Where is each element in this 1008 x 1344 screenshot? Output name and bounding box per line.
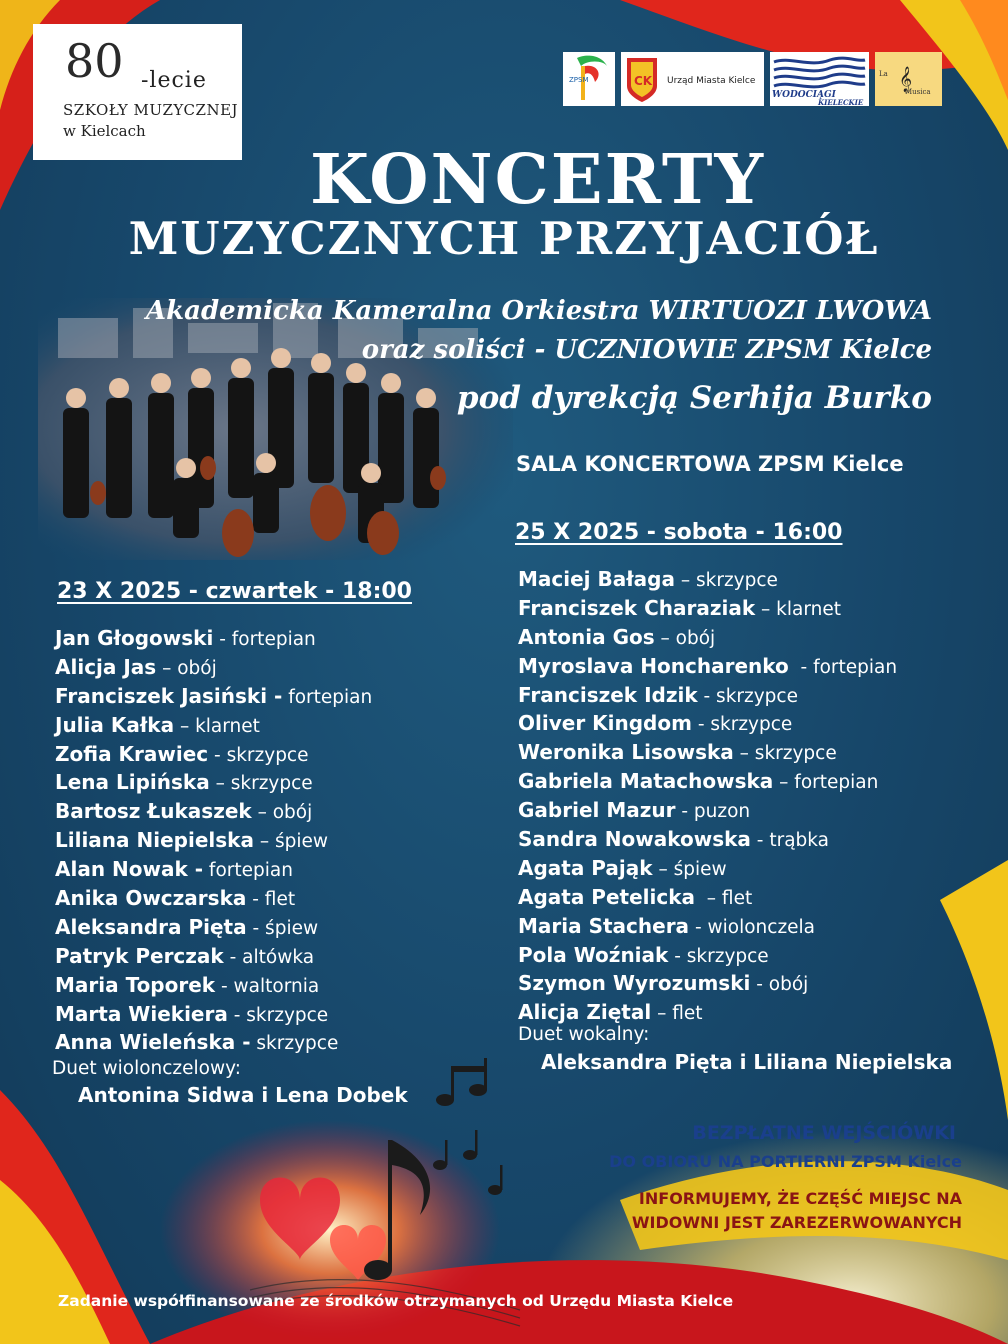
conductor-line: pod dyrekcją Serhija Burko <box>456 380 932 416</box>
performer-instrument: - obój <box>750 974 809 996</box>
performer-item <box>55 1028 372 1057</box>
performer-item <box>518 854 897 883</box>
performer-item <box>55 1000 372 1029</box>
performer-item <box>518 565 897 594</box>
orchestra-line: Akademicka Kameralna Orkiestra WIRTUOZI LWOWA <box>145 296 932 326</box>
performer-item <box>518 738 897 767</box>
performer-instrument: – klarnet <box>174 715 260 737</box>
water-sub: KIELECKIE <box>818 98 864 106</box>
concert2-date: 25 X 2025 - sobota - 16:00 <box>515 520 843 545</box>
poster-subtitle: MUZYCZNYCH PRZYJACIÓŁ <box>128 212 880 265</box>
performer-item <box>518 623 897 652</box>
performer-instrument: - skrzypce <box>208 744 309 766</box>
performer-name: Sandra Nowakowska <box>518 827 751 852</box>
performer-item <box>518 912 897 941</box>
performer-item <box>518 709 897 738</box>
performer-name: Anika Owczarska <box>55 886 247 911</box>
performer-instrument: – skrzypce <box>733 743 837 765</box>
performer-name: Agata Pająk <box>518 855 653 880</box>
performer-item <box>55 711 372 740</box>
performer-name: Franciszek Charaziak <box>518 595 756 620</box>
performer-name: Oliver Kingdom <box>518 711 692 736</box>
performer-item <box>55 942 372 971</box>
performer-item <box>55 740 372 769</box>
performer-item <box>55 971 372 1000</box>
performer-name: Liliana Niepielska <box>55 828 254 853</box>
performer-name: Maria Stachera <box>518 913 690 938</box>
la-musica-logo <box>875 52 942 106</box>
city-label: Urząd Miasta Kielce <box>667 76 756 86</box>
reserved-seats-line2: WIDOWNI JEST ZAREZERWOWANYCH <box>631 1213 962 1232</box>
performer-item <box>518 998 897 1027</box>
logo-city: w Kielcach <box>63 122 146 140</box>
logo-school: SZKOŁY MUZYCZNEJ <box>63 101 239 119</box>
zpsm-text: ZPSM <box>569 76 589 84</box>
performer-item <box>518 969 897 998</box>
performer-instrument: - skrzypce <box>691 714 793 736</box>
logo-number: 80 <box>65 34 124 88</box>
performer-name: Lena Lipińska <box>55 770 210 795</box>
performer-item <box>55 624 372 653</box>
concert1-date: 23 X 2025 - czwartek - 18:00 <box>57 579 412 604</box>
performer-instrument: - skrzypce <box>697 685 798 707</box>
performer-item <box>518 594 897 623</box>
performer-instrument: - waltornia <box>215 975 320 997</box>
performer-instrument: - śpiew <box>246 917 319 939</box>
performer-name: Aleksandra Pięta <box>55 914 247 939</box>
performer-instrument: – flet <box>651 1003 703 1025</box>
performer-instrument: - flet <box>246 889 296 911</box>
performer-instrument: - fortepian <box>213 629 316 650</box>
performer-item <box>55 913 372 942</box>
poster-title: KONCERTY <box>309 140 766 220</box>
performer-name: Anna Wieleńska - <box>55 1030 251 1055</box>
performer-instrument: - fortepian <box>788 656 898 678</box>
performer-item <box>518 941 897 970</box>
performer-item <box>55 884 372 913</box>
free-tickets-heading: BEZPŁATNE WEJŚCIÓWKI <box>692 1122 956 1144</box>
logo-suffix: -lecie <box>141 68 207 93</box>
performer-name: Gabriel Mazur <box>518 798 676 823</box>
performer-name: Franciszek Jasiński - <box>55 683 283 708</box>
performer-item <box>518 825 897 854</box>
concert2-performers <box>518 565 897 1027</box>
performer-instrument: – śpiew <box>253 831 329 853</box>
performer-instrument: – skrzypce <box>209 773 313 795</box>
funding-note: Zadanie współfinansowane ze środków otrzymanych od Urzędu Miasta Kielce <box>58 1292 734 1310</box>
performer-name: Zofia Krawiec <box>55 741 209 766</box>
performer-instrument: - skrzypce <box>227 1004 329 1026</box>
performer-name: Myroslava Honcharenko <box>518 653 789 678</box>
music-text-b: Musica <box>905 88 931 96</box>
performer-instrument: fortepian <box>203 860 293 882</box>
performer-name: Patryk Perczak <box>55 943 224 968</box>
performer-item <box>55 826 372 855</box>
performer-instrument: – obój <box>654 627 716 649</box>
performer-instrument: – klarnet <box>755 598 841 620</box>
performer-item <box>518 883 897 912</box>
performer-instrument: – śpiew <box>652 858 727 880</box>
concert-hall: SALA KONCERTOWA ZPSM Kielce <box>516 452 904 476</box>
concert2-duet-names: Aleksandra Pięta i Liliana Niepielska <box>541 1050 953 1074</box>
performer-name: Antonia Gos <box>518 624 655 649</box>
performer-name: Weronika Lisowska <box>518 740 734 765</box>
concert1-duet-label: Duet wiolonczelowy: <box>52 1058 241 1079</box>
water-company-logo <box>770 52 869 106</box>
city-logo <box>621 52 764 106</box>
performer-instrument: – skrzypce <box>674 570 778 591</box>
performer-instrument: - wiolonczela <box>689 916 816 938</box>
performer-name: Maria Toporek <box>55 972 216 997</box>
performer-instrument: – fortepian <box>773 772 879 794</box>
performer-instrument: - trąbka <box>750 830 830 852</box>
performer-name: Pola Woźniak <box>518 942 669 967</box>
performer-item <box>518 652 897 681</box>
concert1-performers <box>55 624 372 1057</box>
performer-name: Franciszek Idzik <box>518 682 698 707</box>
performer-item <box>55 768 372 797</box>
soloists-line: oraz soliści - UCZNIOWIE ZPSM Kielce <box>361 335 932 365</box>
zpsm-logo <box>563 52 615 106</box>
performer-item <box>55 797 372 826</box>
performer-instrument: – flet <box>695 887 753 909</box>
performer-name: Alicja Jas <box>55 654 157 679</box>
performer-item <box>55 653 372 682</box>
city-crest-text: CK <box>634 74 653 88</box>
concert2-duet-label: Duet wokalny: <box>518 1024 650 1045</box>
performer-name: Alan Nowak - <box>55 857 204 882</box>
performer-item <box>55 855 372 884</box>
performer-name: Szymon Wyrozumski <box>518 971 751 996</box>
performer-item <box>518 796 897 825</box>
performer-name: Bartosz Łukaszek <box>55 799 252 824</box>
performer-name: Alicja Ziętal <box>518 1000 652 1025</box>
performer-instrument: - puzon <box>675 801 751 823</box>
performer-name: Jan Głogowski <box>55 626 214 650</box>
performer-instrument: - altówka <box>223 946 315 968</box>
performer-name: Gabriela Matachowska <box>518 769 774 794</box>
performer-name: Maciej Bałaga <box>518 567 675 591</box>
water-name: WODOCIĄGI <box>772 90 836 100</box>
performer-instrument: - skrzypce <box>668 945 769 967</box>
reserved-seats-line1: INFORMUJEMY, ŻE CZĘŚĆ MIEJSC NA <box>638 1189 962 1208</box>
performer-name: Agata Petelicka <box>518 884 696 909</box>
performer-item <box>518 681 897 710</box>
free-tickets-pickup: DO OBIORU NA PORTIERNI ZPSM Kielce <box>609 1152 962 1171</box>
performer-instrument: – obój <box>251 802 313 824</box>
performer-instrument: skrzypce <box>250 1033 339 1055</box>
treble-clef-icon: 𝄞 <box>899 67 913 92</box>
performer-item <box>55 682 372 711</box>
music-text-a: La <box>879 70 888 78</box>
performer-name: Julia Kałka <box>55 712 175 737</box>
performer-instrument: fortepian <box>282 686 373 708</box>
performer-name: Marta Wiekiera <box>55 1001 228 1026</box>
performer-instrument: – obój <box>156 657 217 679</box>
performer-item <box>518 767 897 796</box>
concert1-duet-names: Antonina Sidwa i Lena Dobek <box>78 1083 408 1107</box>
